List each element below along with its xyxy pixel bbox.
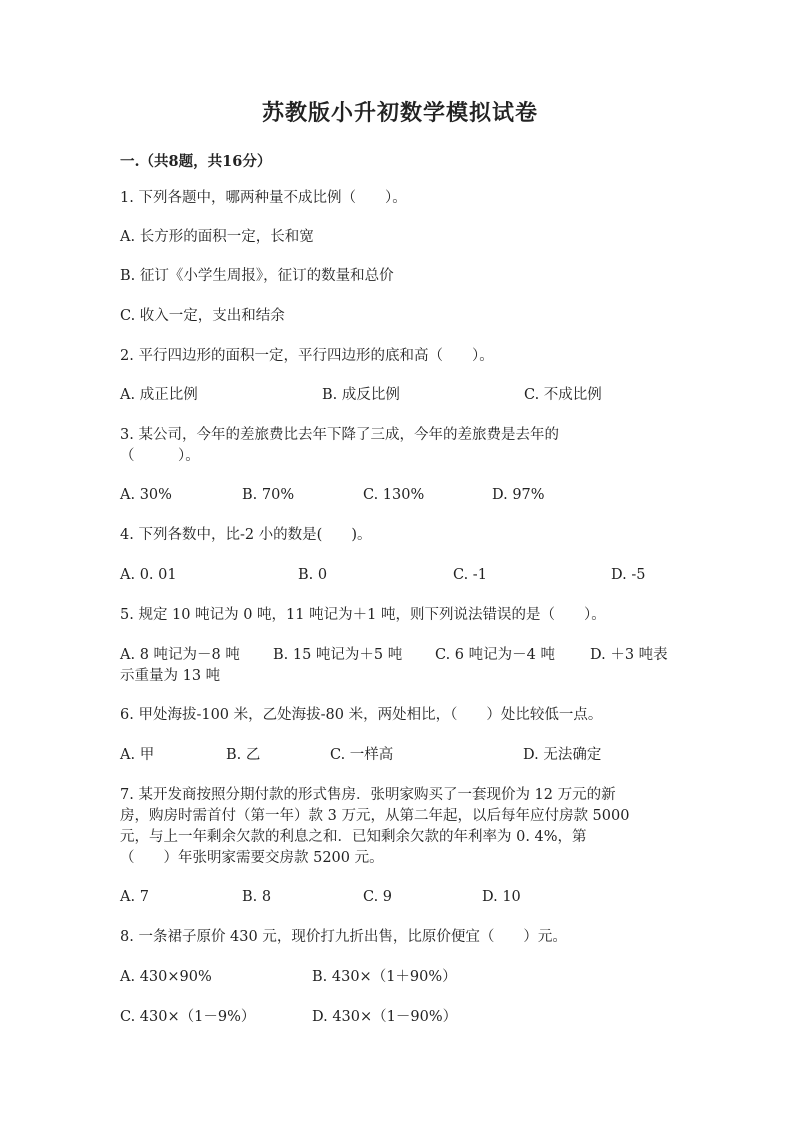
question-6-option-b: B. 乙 (226, 747, 261, 763)
question-2-option-a: A. 成正比例 (120, 387, 198, 403)
question-8-option-d: D. 430×（1－90%） (312, 1009, 458, 1025)
question-1-option-a: A. 长方形的面积一定，长和宽 (120, 229, 314, 245)
question-4-option-c: C. -1 (453, 567, 487, 583)
question-5-option-d: D. ＋3 吨表 (590, 647, 668, 663)
question-5-option-b: B. 15 吨记为＋5 吨 (273, 647, 403, 663)
question-3-option-a: A. 30% (120, 487, 172, 503)
question-5-option-d-continued: 示重量为 13 吨 (120, 668, 221, 684)
question-3-option-d: D. 97% (492, 487, 545, 503)
question-1-stem: 1. 下列各题中，哪两种量不成比例（ ）。 (120, 190, 407, 206)
question-7-option-b: B. 8 (242, 889, 272, 905)
question-3-stem-line-2: （ ）。 (120, 448, 200, 464)
question-4-option-a: A. 0. 01 (120, 567, 177, 583)
question-5-option-a: A. 8 吨记为－8 吨 (120, 647, 240, 663)
question-7-option-d: D. 10 (482, 889, 521, 905)
question-8-stem: 8. 一条裙子原价 430 元，现价打九折出售，比原价便宜（ ）元。 (120, 929, 567, 945)
question-1-option-c: C. 收入一定，支出和结余 (120, 308, 285, 324)
question-7-stem-line-1: 7. 某开发商按照分期付款的形式售房．张明家购买了一套现价为 12 万元的新 (120, 787, 616, 803)
question-4-stem: 4. 下列各数中，比-2 小的数是( )。 (120, 527, 372, 543)
question-2-option-c: C. 不成比例 (524, 387, 602, 403)
question-1-option-b: B. 征订《小学生周报》，征订的数量和总价 (120, 268, 394, 284)
question-8-option-b: B. 430×（1＋90%） (312, 969, 457, 985)
page-title: 苏教版小升初数学模拟试卷 (261, 100, 538, 126)
question-5-option-c: C. 6 吨记为－4 吨 (435, 647, 555, 663)
question-6-option-c: C. 一样高 (330, 747, 394, 763)
question-6-option-d: D. 无法确定 (523, 747, 602, 763)
question-7-option-a: A. 7 (120, 889, 149, 905)
question-7-stem-line-3: 元，与上一年剩余欠款的利息之和．已知剩余欠款的年利率为 0. 4%，第 (120, 829, 587, 845)
question-6-stem: 6. 甲处海拔-100 米，乙处海拔-80 米，两处相比，（ ）处比较低一点。 (120, 707, 603, 723)
question-4-option-d: D. -5 (611, 567, 646, 583)
question-7-stem-line-2: 房，购房时需首付（第一年）款 3 万元，从第二年起，以后每年应付房款 5000 (120, 808, 630, 824)
question-6-option-a: A. 甲 (120, 747, 155, 763)
question-3-stem-line-1: 3. 某公司，今年的差旅费比去年下降了三成，今年的差旅费是去年的 (120, 427, 559, 443)
question-2-stem: 2. 平行四边形的面积一定，平行四边形的底和高（ ）。 (120, 348, 494, 364)
question-7-stem-line-4: （ ）年张明家需要交房款 5200 元。 (120, 850, 384, 866)
question-3-option-b: B. 70% (242, 487, 295, 503)
question-7-option-c: C. 9 (363, 889, 393, 905)
question-4-option-b: B. 0 (298, 567, 328, 583)
question-2-option-b: B. 成反比例 (322, 387, 400, 403)
question-3-option-c: C. 130% (363, 487, 425, 503)
section-heading: 一.（共8题，共16分） (120, 153, 272, 170)
question-8-option-c: C. 430×（1－9%） (120, 1009, 256, 1025)
question-5-stem: 5. 规定 10 吨记为 0 吨，11 吨记为＋1 吨，则下列说法错误的是（ ）。 (120, 607, 606, 623)
question-8-option-a: A. 430×90% (120, 969, 212, 985)
